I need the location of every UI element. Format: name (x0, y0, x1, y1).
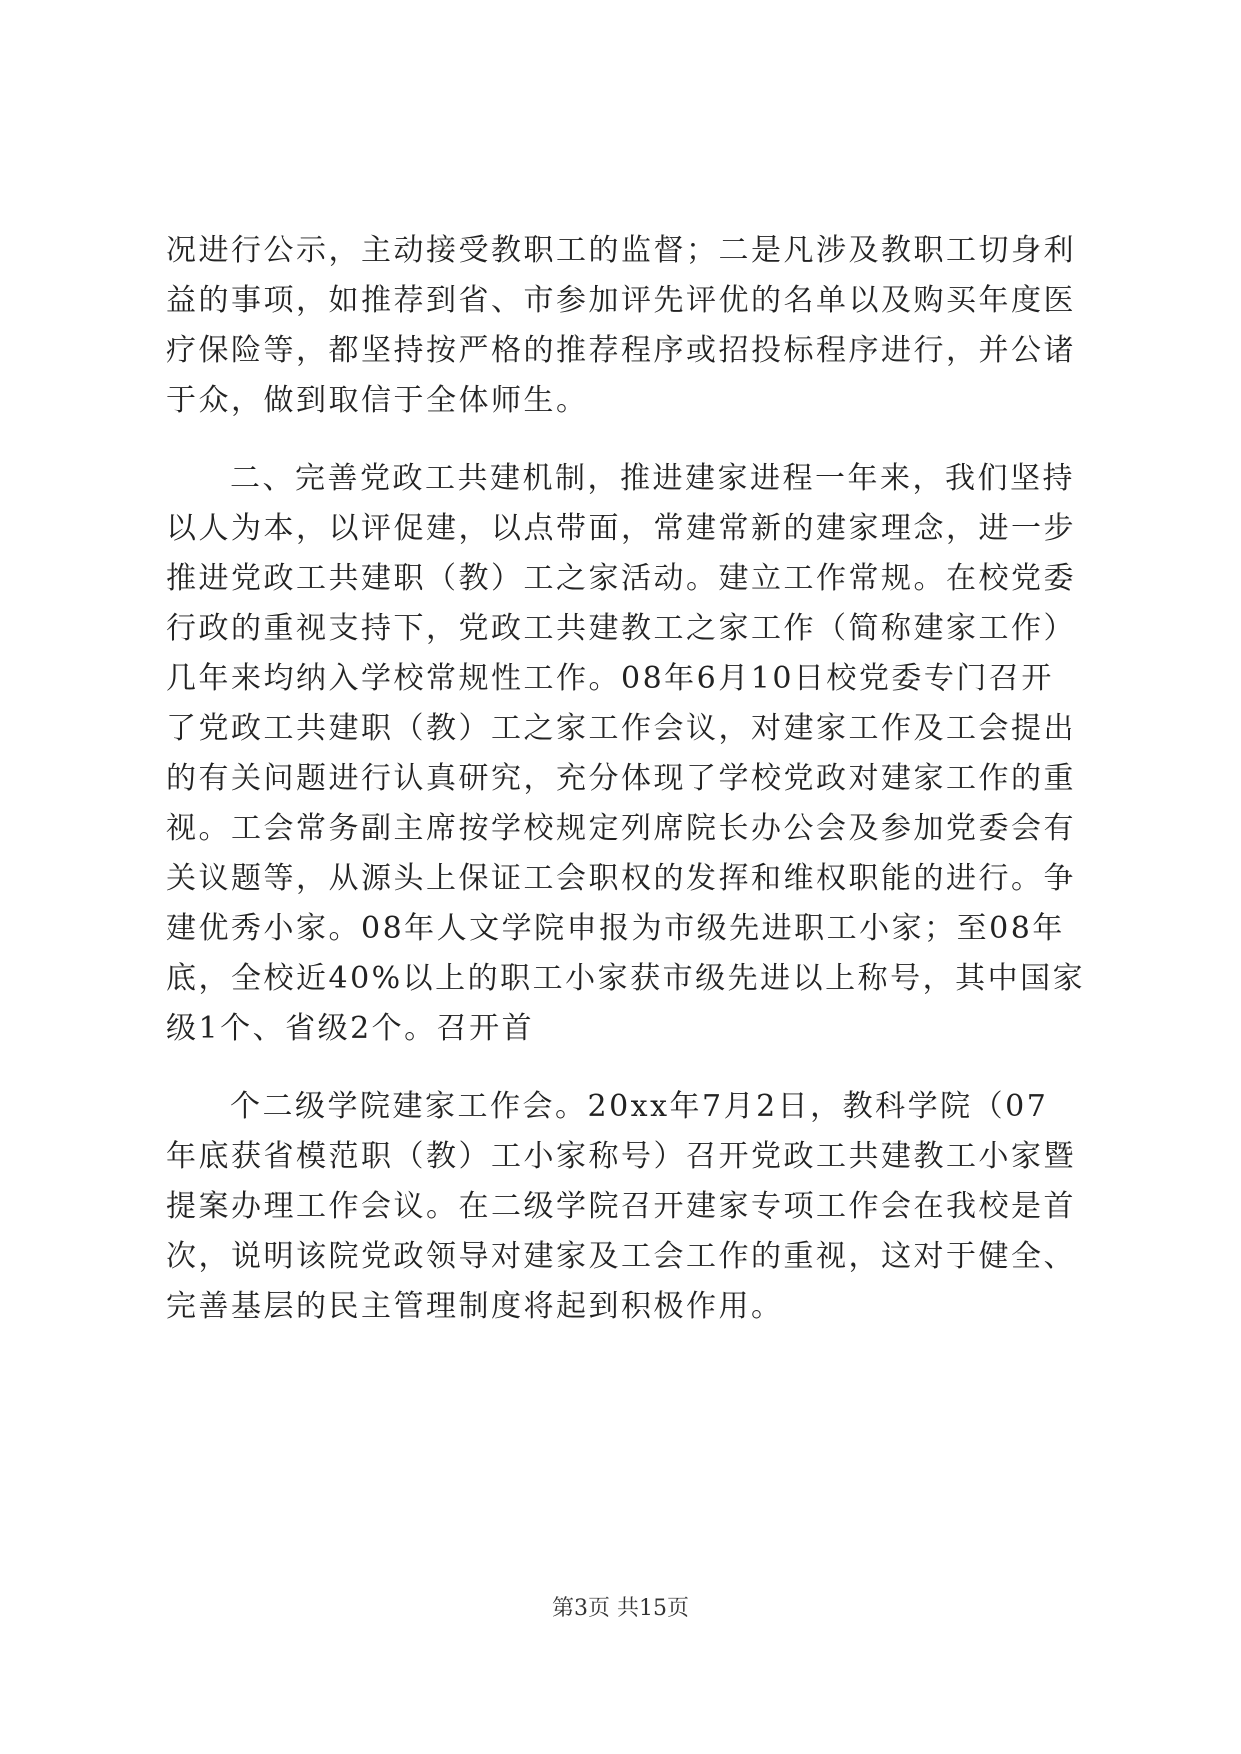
text-line: 底，全校近40%以上的职工小家获市级先进以上称号，其中国家 (166, 961, 1086, 996)
paragraph (166, 454, 1086, 1054)
text-line: 年底获省模范职（教）工小家称号）召开党政工共建教工小家暨 (166, 1139, 1076, 1174)
text-line: 几年来均纳入学校常规性工作。08年6月10日校党委专门召开 (166, 661, 1054, 696)
paragraph (166, 226, 1076, 426)
text-line: 了党政工共建职（教）工之家工作会议，对建家工作及工会提出 (166, 711, 1076, 746)
paragraph (166, 1082, 1076, 1332)
text-line: 视。工会常务副主席按学校规定列席院长办公会及参加党委会有 (166, 811, 1076, 846)
text-line: 级1个、省级2个。召开首 (166, 1011, 535, 1046)
document-body (166, 226, 1086, 1332)
text-line: 行政的重视支持下，党政工共建教工之家工作（简称建家工作） (166, 611, 1076, 646)
text-line: 推进党政工共建职（教）工之家活动。建立工作常规。在校党委 (166, 561, 1076, 596)
text-line: 关议题等，从源头上保证工会职权的发挥和维权职能的进行。争 (166, 861, 1076, 896)
text-line: 疗保险等，都坚持按严格的推荐程序或招投标程序进行，并公诸 (166, 333, 1076, 368)
text-line: 完善基层的民主管理制度将起到积极作用。 (166, 1289, 784, 1324)
page-number-footer: 第3页 共15页 (552, 1596, 689, 1621)
text-line: 二、完善党政工共建机制，推进建家进程一年来，我们坚持 (230, 461, 1075, 496)
text-line: 建优秀小家。08年人文学院申报为市级先进职工小家；至08年 (166, 911, 1065, 946)
text-line: 于众，做到取信于全体师生。 (166, 383, 589, 418)
text-line: 况进行公示，主动接受教职工的监督；二是凡涉及教职工切身利 (166, 233, 1076, 268)
text-line: 益的事项，如推荐到省、市参加评先评优的名单以及购买年度医 (166, 283, 1076, 318)
text-line: 次，说明该院党政领导对建家及工会工作的重视，这对于健全、 (166, 1239, 1076, 1274)
text-line: 以人为本，以评促建，以点带面，常建常新的建家理念，进一步 (166, 511, 1076, 546)
text-line: 提案办理工作会议。在二级学院召开建家专项工作会在我校是首 (166, 1189, 1076, 1224)
text-line: 的有关问题进行认真研究，充分体现了学校党政对建家工作的重 (166, 761, 1076, 796)
text-line: 个二级学院建家工作会。20xx年7月2日，教科学院（07 (230, 1089, 1049, 1124)
